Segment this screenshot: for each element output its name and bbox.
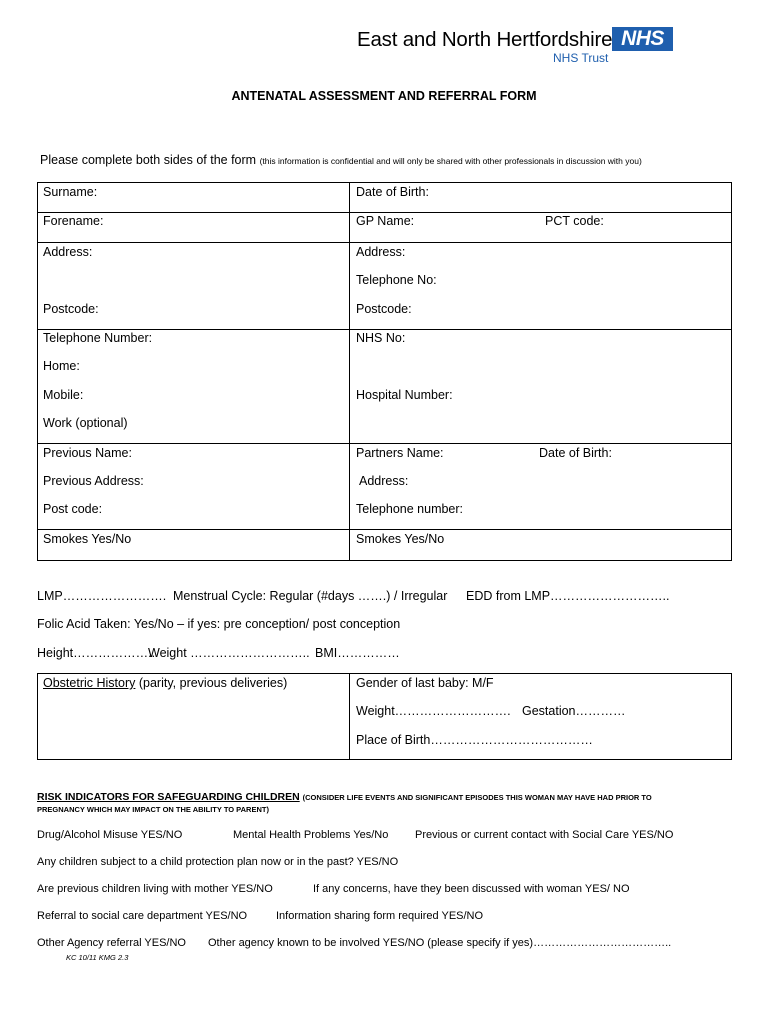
- lmp-field: LMP…………………….: [37, 589, 167, 603]
- menstrual-cycle-field: Menstrual Cycle: Regular (#days …….) / Irregular: [173, 589, 448, 603]
- information-sharing-field: Information sharing form required YES/NO: [276, 910, 484, 922]
- organisation-name: East and North Hertfordshire: [357, 28, 613, 51]
- intro-main: Please complete both sides of the form: [40, 153, 257, 167]
- table-row-line: [37, 529, 732, 530]
- mental-health-field: Mental Health Problems Yes/No: [233, 829, 389, 841]
- home-phone-label: Home:: [43, 359, 80, 373]
- table-border-left: [37, 182, 38, 561]
- drug-alcohol-misuse-field: Drug/Alcohol Misuse YES/NO: [37, 829, 183, 841]
- gp-name-label: GP Name:: [356, 214, 415, 228]
- obstetric-history-title: Obstetric History: [43, 676, 136, 690]
- children-living-with-mother-field: Are previous children living with mother YES/NO: [37, 883, 273, 895]
- previous-postcode-label: Post code:: [43, 502, 103, 516]
- table-row-line: [37, 443, 732, 444]
- gender-last-baby-field: Gender of last baby: M/F: [356, 676, 494, 690]
- previous-address-label: Previous Address:: [43, 474, 144, 488]
- baby-weight-field: Weight……………………….: [356, 704, 511, 718]
- table-row-line: [37, 212, 732, 213]
- obstetric-history-note: (parity, previous deliveries): [135, 676, 288, 690]
- gestation-field: Gestation…………: [522, 704, 626, 718]
- risk-heading-note: (CONSIDER LIFE EVENTS AND SIGNIFICANT EPISODES THIS WOMAN MAY HAVE HAD PRIOR TO: [302, 793, 652, 802]
- document-reference: KC 10/11 KMG 2.3: [66, 953, 129, 962]
- table-border-right: [731, 182, 732, 561]
- work-phone-label: Work (optional): [43, 416, 128, 430]
- weight-field: Weight ………………………..: [148, 646, 310, 660]
- concerns-discussed-field: If any concerns, have they been discussed with woman YES/ NO: [313, 883, 630, 895]
- gp-telephone-label: Telephone No:: [356, 273, 437, 287]
- smokes-label: Smokes Yes/No: [43, 532, 132, 546]
- partner-dob-label: Date of Birth:: [539, 446, 612, 460]
- previous-name-label: Previous Name:: [43, 446, 132, 460]
- table-border-top: [37, 182, 732, 183]
- obstetric-border-top: [37, 673, 732, 674]
- table-row-line: [37, 329, 732, 330]
- obstetric-border-bottom: [37, 759, 732, 760]
- trust-name: NHS Trust: [553, 51, 609, 65]
- table-column-divider: [349, 182, 350, 561]
- obstetric-border-right: [731, 673, 732, 760]
- table-row-line: [37, 242, 732, 243]
- nhs-no-label: NHS No:: [356, 331, 406, 345]
- risk-heading-title: RISK INDICATORS FOR SAFEGUARDING CHILDREN: [37, 791, 300, 803]
- obstetric-history-heading: [43, 676, 287, 690]
- intro-note: (this information is confidential and will only be shared with other professionals in discussion with you): [259, 156, 642, 166]
- height-field: Height………………..: [37, 646, 156, 660]
- risk-heading-note-continued: PREGNANCY WHICH MAY IMPACT ON THE ABILITY TO PARENT): [37, 805, 269, 814]
- table-border-bottom: [37, 560, 732, 561]
- partner-telephone-label: Telephone number:: [356, 502, 464, 516]
- gp-postcode-label: Postcode:: [356, 302, 412, 316]
- telephone-number-label: Telephone Number:: [43, 331, 153, 345]
- postcode-label: Postcode:: [43, 302, 99, 316]
- partner-smokes-label: Smokes Yes/No: [356, 532, 445, 546]
- mobile-phone-label: Mobile:: [43, 388, 84, 402]
- social-care-referral-field: Referral to social care department YES/NO: [37, 910, 248, 922]
- gp-address-label: Address:: [356, 245, 406, 259]
- address-label: Address:: [43, 245, 93, 259]
- partners-name-label: Partners Name:: [356, 446, 444, 460]
- other-agency-referral-field: Other Agency referral YES/NO: [37, 937, 186, 949]
- social-care-contact-field: Previous or current contact with Social Care YES/NO: [415, 829, 674, 841]
- partner-address-label: Address:: [359, 474, 409, 488]
- child-protection-plan-field: Any children subject to a child protection plan now or in the past? YES/NO: [37, 856, 399, 868]
- dob-label: Date of Birth:: [356, 185, 429, 199]
- form-title: ANTENATAL ASSESSMENT AND REFERRAL FORM: [231, 89, 537, 103]
- hospital-number-label: Hospital Number:: [356, 388, 453, 402]
- edd-field: EDD from LMP………………………..: [466, 589, 670, 603]
- place-of-birth-field: Place of Birth…………………………………: [356, 733, 593, 747]
- other-agency-involved-field: Other agency known to be involved YES/NO (please specify if yes)………………………………..: [208, 937, 672, 949]
- nhs-logo: NHS: [612, 27, 673, 51]
- bmi-field: BMI……………: [315, 646, 400, 660]
- intro-text: [40, 153, 642, 167]
- folic-acid-field: Folic Acid Taken: Yes/No – if yes: pre conception/ post conception: [37, 617, 401, 631]
- forename-label: Forename:: [43, 214, 104, 228]
- obstetric-column-divider: [349, 673, 350, 760]
- pct-code-label: PCT code:: [545, 214, 604, 228]
- risk-heading: [37, 791, 652, 803]
- surname-label: Surname:: [43, 185, 98, 199]
- obstetric-border-left: [37, 673, 38, 760]
